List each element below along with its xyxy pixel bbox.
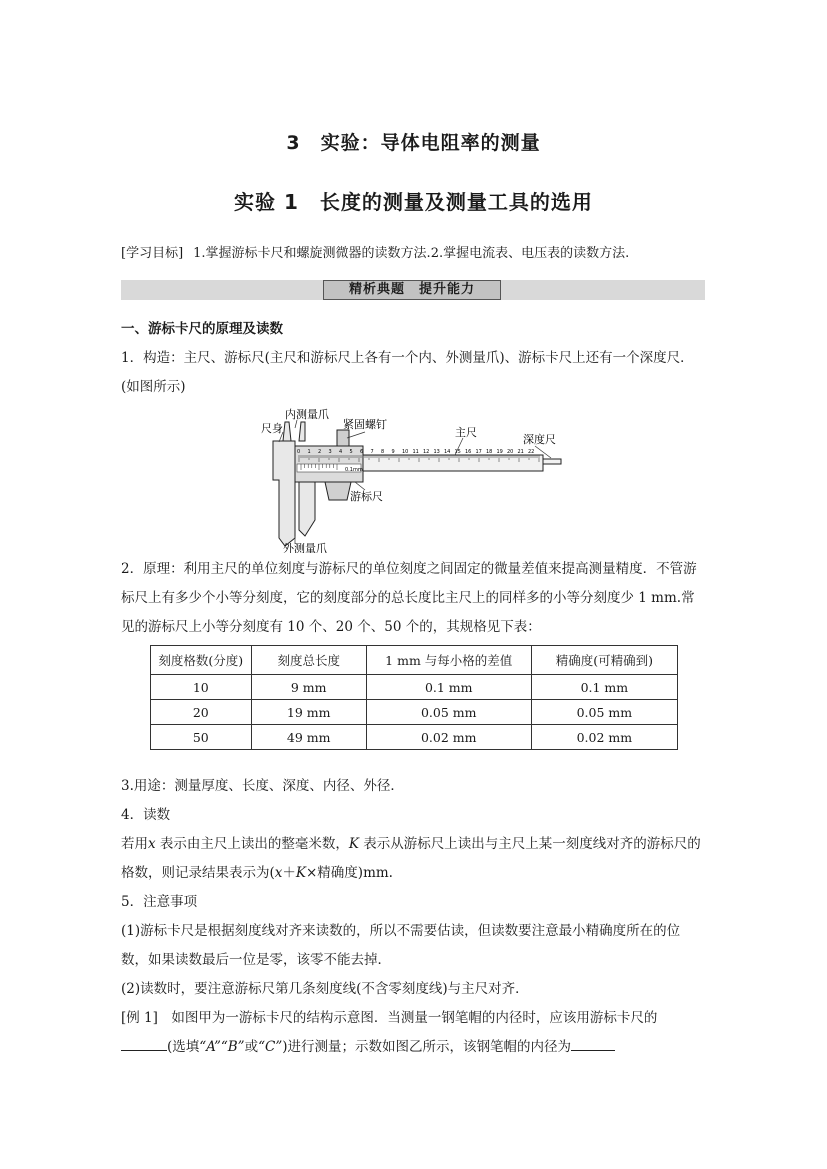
table-cell: 9 mm [251,675,366,700]
table-header-cell: 1 mm 与每小格的差值 [366,646,531,675]
table-header-cell: 刻度总长度 [251,646,366,675]
main-scale-number: 10 [402,449,409,455]
paragraph-structure: 1．构造：主尺、游标尺(主尺和游标尺上各有一个内、外测量爪)、游标卡尺上还有一个深度尺．(如图所示) [121,350,694,395]
vernier-spec-table [150,645,678,750]
main-scale-number: 1 [307,449,311,455]
main-scale-number: 13 [433,449,440,455]
notes-heading: 5．注意事项 [121,894,198,910]
main-scale-number: 11 [412,449,419,455]
main-scale-number: 18 [486,449,493,455]
example-1: [例 1] 如图甲为一游标卡尺的结构示意图．当测量一钢笔帽的内径时，应该用游标卡尺的 (选填“A”“B”或“C”)进行测量；示数如图乙所示，该钢笔帽的内径为 [121,1010,658,1055]
body-label: 尺身 [261,422,283,435]
depth-label: 深度尺 [523,433,556,446]
answer-blank-1[interactable] [121,1036,167,1051]
paragraph-reading: 若用x 表示由主尺上读出的整毫米数，K 表示从游标尺上读出与主尺上某一刻度线对齐的游标尺的格数，则记录结果表示为(x＋K×精确度)mm. [121,836,701,881]
thumb-grip [325,482,351,500]
main-scale-number: 20 [507,449,514,455]
table-row [151,675,678,700]
section-heading: 一、游标卡尺的原理及读数 [121,321,283,337]
inner-jaw-movable [299,422,305,441]
paragraph-principle: 2．原理：利用主尺的单位刻度与游标尺的单位刻度之间固定的微量差值来提高测量精度．不管游标尺上有多少个小等分刻度，它的刻度部分的总长度比主尺上的同样多的小等分刻度少 1 mm.常见的游标尺上小等分刻度有 10 个、20 个、50 个的，其规格见下表： [121,561,697,635]
main-scale-label: 主尺 [455,426,477,439]
main-scale-number: 17 [475,449,482,455]
table-header-cell: 刻度格数(分度) [151,646,252,675]
table-row [151,725,678,750]
table-cell: 50 [151,725,252,750]
table-cell: 0.05 mm [366,700,531,725]
main-scale-number: 4 [339,449,343,455]
example-tag: [例 1] [121,1010,158,1026]
main-scale-number: 3 [328,449,332,455]
reading-heading: 4．读数 [121,807,171,823]
main-scale-number: 19 [496,449,503,455]
depth-rod [543,459,561,464]
inner-jaw-label: 内测量爪 [285,408,329,421]
experiment-title: 实验 1 长度的测量及测量工具的选用 [234,190,593,214]
table-cell: 0.02 mm [366,725,531,750]
learning-goal-tag: [学习目标] [121,246,184,261]
table-cell: 10 [151,675,252,700]
note-1: (1)游标卡尺是根据刻度线对齐来读数的，所以不需要估读，但读数要注意最小精确度所在的位数，如果读数最后一位是零，该零不能去掉． [121,923,681,968]
table-cell: 49 mm [251,725,366,750]
table-header-row [151,646,678,675]
main-scale-number: 6 [360,449,364,455]
inner-jaw-fixed [283,422,291,441]
banner-label: 精析典题 提升能力 [323,280,501,300]
vernier-caliper-figure [255,408,570,553]
table-cell: 20 [151,700,252,725]
main-scale-number: 2 [318,449,322,455]
table-cell: 0.05 mm [531,700,677,725]
main-scale-number: 9 [391,449,395,455]
paragraph-usage: 3.用途：测量厚度、长度、深度、内径、外径． [121,778,404,794]
table-cell: 19 mm [251,700,366,725]
answer-blank-2[interactable] [571,1036,615,1051]
table-cell: 0.02 mm [531,725,677,750]
main-scale-number: 15 [454,449,461,455]
main-scale-number: 8 [381,449,385,455]
chapter-title: 3 实验：导体电阻率的测量 [286,132,541,154]
table-cell: 0.1 mm [366,675,531,700]
main-scale-number: 21 [517,449,524,455]
fixed-jaw [273,441,295,546]
learning-goal-text: 1.掌握游标卡尺和螺旋测微器的读数方法.2.掌握电流表、电压表的读数方法. [193,246,630,261]
movable-outer-jaw [299,482,315,536]
main-scale-number: 12 [423,449,430,455]
main-scale-number: 5 [349,449,353,455]
main-scale-number: 16 [465,449,472,455]
main-scale-number: 7 [370,449,374,455]
screw-label: 紧固螺钉 [343,418,387,431]
precision-mark: 0.1mm [345,467,363,473]
main-scale-number: 0 [297,449,301,455]
main-scale-number: 22 [528,449,535,455]
vernier-label: 游标尺 [350,490,383,503]
main-scale-number: 14 [444,449,451,455]
learning-goal [121,242,629,261]
table-cell: 0.1 mm [531,675,677,700]
table-row [151,700,678,725]
note-2: (2)读数时，要注意游标尺第几条刻度线(不含零刻度线)与主尺对齐． [121,981,529,997]
table-header-cell: 精确度(可精确到) [531,646,677,675]
outer-jaw-label: 外测量爪 [283,542,327,553]
